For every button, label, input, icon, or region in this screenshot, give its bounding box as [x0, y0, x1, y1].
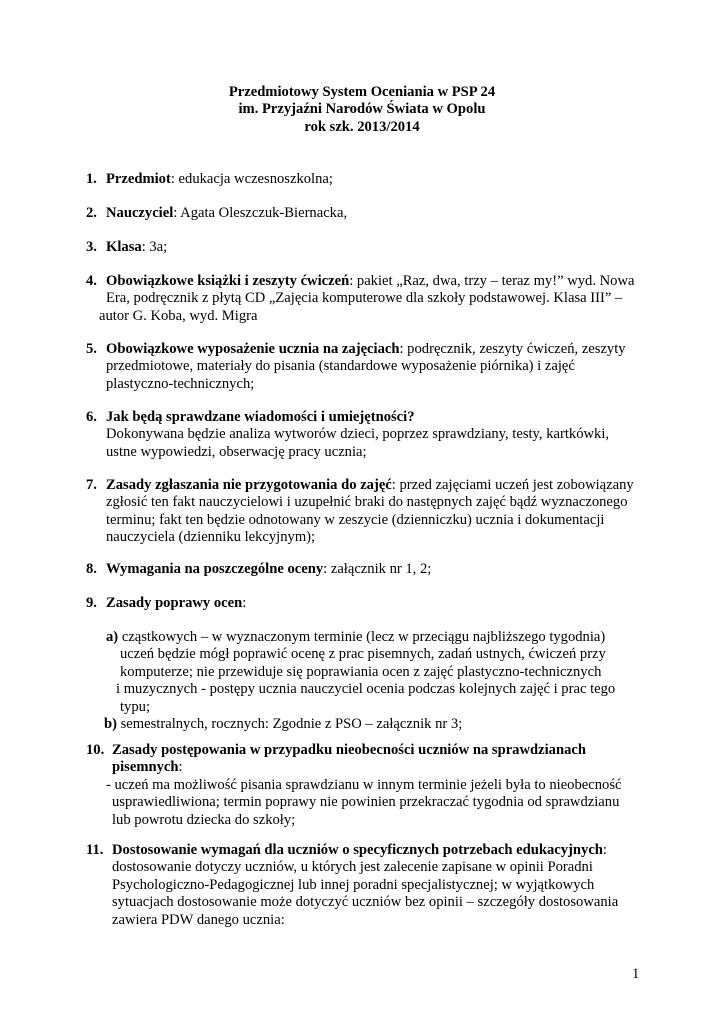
list-item-assessment: 6. Jak będą sprawdzane wiadomości i umiejętności? Dokonywana będzie analiza wytworów dzieci, poprzez sprawdziany, testy, kartkówki, ustne wypowiedzi, obserwację pracy ucznia; — [86, 409, 610, 460]
title-line-2: im. Przyjaźni Narodów Świata w Opolu — [238, 101, 486, 118]
title-line-3: rok szk. 2013/2014 — [304, 118, 420, 135]
page-number: 1 — [632, 966, 640, 982]
list-item-unprepared: 7. Zasady zgłaszania nie przygotowania do zajęć: przed zajęciami uczeń jest zobowiązany zgłosić ten fakt nauczycielowi i uzupełnić braki do następnych zajęć bądź wyznaczonego terminu; fakt ten będzie odnotowany w zeszycie (dzienniczku) ucznia i dokumentacji nauczyciela (dzienniku lekcyjnym); — [86, 477, 634, 546]
list-item-subject: 1. Przedmiot: edukacja wczesnoszkolna; — [86, 171, 333, 187]
list-item-teacher: 2. Nauczyciel: Agata Oleszczuk-Biernacka, — [86, 205, 348, 221]
list-item-special-needs: 11. Dostosowanie wymagań dla uczniów o specyficznych potrzebach edukacyjnych: dostosowanie dotyczy uczniów, u których jest zalecenie zapisane w opinii Poradni Psychologiczno-Pedagogicznej lub innej poradni specjalistycznej; w wyjątkowych sytuacjach dostosowanie może dotyczyć uczniów bez opinii – szczegóły dostosowania zawiera PDW danego ucznia: — [86, 842, 619, 928]
list-item-class: 3. Klasa: 3a; — [86, 239, 168, 255]
document-title — [0, 84, 724, 136]
list-item-equipment: 5. Obowiązkowe wyposażenie ucznia na zajęciach: podręcznik, zeszyty ćwiczeń, zeszyty przedmiotowe, materiały do pisania (standardowe wyposażenie piórnika) i zajęć plastyczno-technicznych; — [86, 341, 626, 392]
list-item-absence: 10. Zasady postępowania w przypadku nieobecności uczniów na sprawdzianach pisemnych: - uczeń ma możliwość pisania sprawdzianu w innym terminie jeżeli była to nieobecność usprawiedliwiona; termin poprawy nie powinien przekraczać tygodnia od sprawdzianu lub powrotu dziecka do szkoły; — [86, 742, 622, 828]
list-item-grade-correction: 9. Zasady poprawy ocen: — [86, 595, 247, 611]
list-item-requirements: 8. Wymagania na poszczególne oceny: załącznik nr 1, 2; — [86, 561, 432, 577]
list-item-books: 4. Obowiązkowe książki i zeszyty ćwiczeń: pakiet „Raz, dwa, trzy – teraz my!” wyd. Nowa Era, podręcznik z płytą CD „Zajęcia komputerowe dla szkoły podstawowej. Klasa III” – autor G. Koba, wyd. Migra — [86, 273, 635, 324]
title-line-1: Przedmiotowy System Oceniania w PSP 24 — [228, 84, 496, 100]
sublist-grade-correction: a) cząstkowych – w wyznaczonym terminie (lecz w przeciągu najbliższego tygodnia) uczeń będzie mógł poprawić ocenę z prac pisemnych, zadań ustnych, ćwiczeń przy komputerze; nie przewiduje się poprawiania ocen z zajęć plastyczno-technicznych i muzycznych - postępy ucznia nauczyciel ocenia podczas kolejnych zajęć i prac tego typu; b) semestralnych, rocznych: Zgodnie z PSO – załącznik nr 3; — [104, 629, 616, 732]
